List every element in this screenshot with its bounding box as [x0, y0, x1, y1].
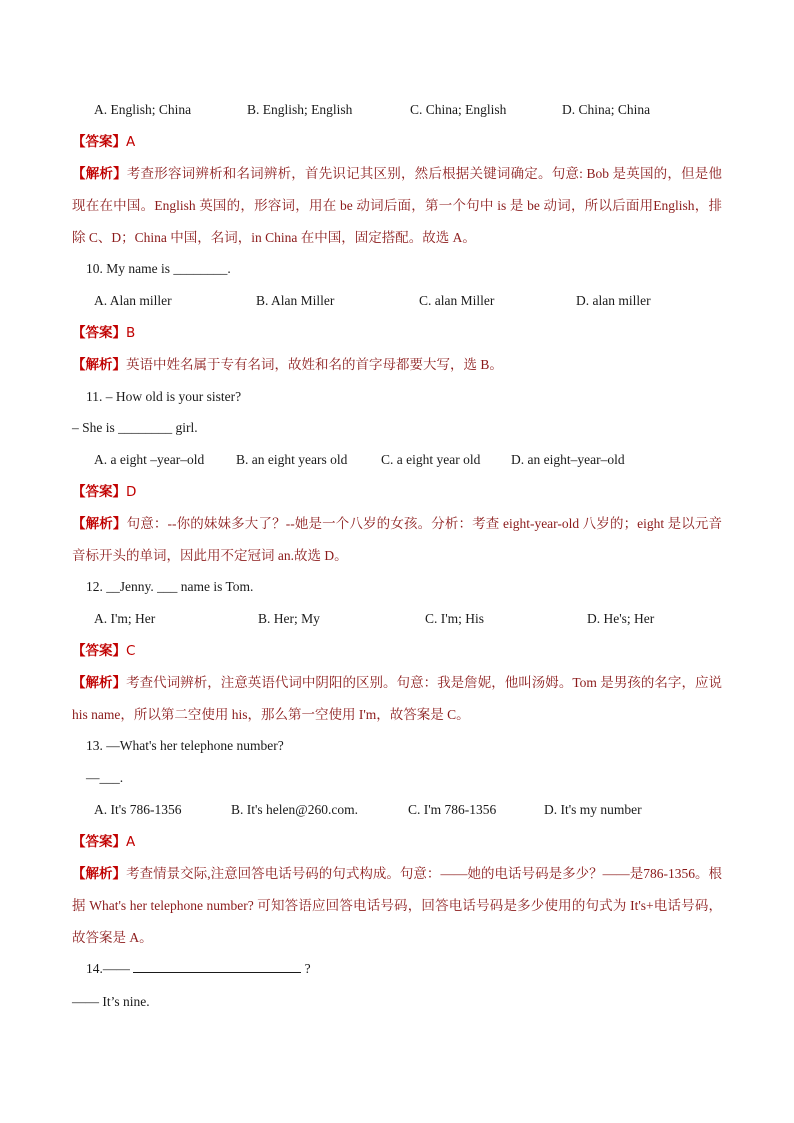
analysis-tag: 【解析】 — [72, 357, 126, 373]
q11-option-d: D. an eight–year–old — [511, 452, 625, 467]
q10-question: 10. My name is ________. — [86, 261, 231, 276]
q11-option-a: A. a eight –year–old — [94, 452, 205, 467]
analysis-text: 考查情景交际,注意回答电话号码的句式构成。句意：——她的电话号码是多少？——是786-1356。根据 What's her telephone number? 可知答语应回答电话号码，回答电话号码是多少使用的句式为 It's+电话号码，故答案是 A。 — [72, 866, 723, 945]
q9-analysis — [72, 158, 722, 254]
q13-option-d: D. It's my number — [544, 802, 642, 817]
q10-option-c: C. alan Miller — [419, 293, 495, 308]
answer-tag: 【答案】 — [72, 643, 126, 659]
analysis-text: 句意：--你的妹妹多大了？--她是一个八岁的女孩。分析：考查 eight-year-old 八岁的；eight 是以元音音标开头的单词，因此用不定冠词 an.故选 D。 — [72, 516, 723, 563]
answer-tag: 【答案】 — [72, 834, 126, 850]
q9-option-d: D. China; China — [562, 102, 651, 117]
q9-answer — [72, 133, 734, 151]
q9-option-b: B. English; English — [247, 102, 353, 117]
q9-options — [94, 101, 734, 119]
analysis-tag: 【解析】 — [72, 166, 127, 182]
analysis-text: 考查代词辨析，注意英语代词中阴阳的区别。句意：我是詹妮，他叫汤姆。Tom 是男孩的名字，应说 his name，所以第二空使用 his，那么第一空使用 I'm，故答案是 C。 — [72, 675, 722, 722]
answer-value: C — [126, 643, 136, 659]
q14-suffix: ? — [304, 961, 311, 976]
q13-analysis — [72, 858, 722, 954]
q10-option-d: D. alan miller — [576, 293, 651, 308]
q12-answer — [72, 642, 734, 660]
analysis-tag: 【解析】 — [72, 866, 127, 882]
q13-answer — [72, 833, 734, 851]
q13-option-b: B. It's helen@260.com. — [231, 802, 358, 817]
q9-option-c: C. China; English — [410, 102, 507, 117]
q10-options — [94, 292, 734, 310]
q10-analysis — [72, 349, 722, 381]
q12-question: 12. __Jenny. ___ name is Tom. — [86, 579, 254, 594]
q14-prefix: 14.—— — [86, 961, 130, 976]
q12-option-d: D. He's; Her — [587, 611, 655, 626]
answer-tag: 【答案】 — [72, 134, 126, 150]
answer-value: B — [126, 325, 136, 341]
q11-reply: – She is ________ girl. — [72, 420, 198, 435]
q10-option-b: B. Alan Miller — [256, 293, 335, 308]
q11-question: 11. – How old is your sister? — [86, 389, 242, 404]
q12-analysis — [72, 667, 722, 731]
q10-answer — [72, 324, 734, 342]
q11-option-b: B. an eight years old — [236, 452, 348, 467]
analysis-text: 英语中姓名属于专有名词，故姓和名的首字母都要大写，选 B。 — [126, 357, 503, 372]
answer-tag: 【答案】 — [72, 325, 126, 341]
q9-option-a: A. English; China — [94, 102, 192, 117]
q10-option-a: A. Alan miller — [94, 293, 172, 308]
answer-value: D — [126, 484, 137, 500]
analysis-tag: 【解析】 — [72, 516, 127, 532]
q12-option-b: B. Her; My — [258, 611, 320, 626]
answer-value: A — [126, 834, 136, 850]
q13-option-a: A. It's 786-1356 — [94, 802, 182, 817]
q12-option-a: A. I'm; Her — [94, 611, 156, 626]
q12-option-c: C. I'm; His — [425, 611, 485, 626]
q13-reply: —___. — [86, 770, 124, 785]
q12-options — [94, 610, 734, 628]
q14-blank — [133, 960, 301, 973]
answer-value: A — [126, 134, 136, 150]
q11-answer — [72, 483, 734, 501]
q11-option-c: C. a eight year old — [381, 452, 481, 467]
q13-options — [94, 801, 734, 819]
q11-analysis — [72, 508, 722, 572]
analysis-tag: 【解析】 — [72, 675, 127, 691]
q14-question — [86, 960, 734, 978]
q14-reply: —— It’s nine. — [72, 994, 150, 1009]
answer-tag: 【答案】 — [72, 484, 126, 500]
q13-option-c: C. I'm 786-1356 — [408, 802, 497, 817]
analysis-text: 考查形容词辨析和名词辨析，首先识记其区别，然后根据关键词确定。句意: Bob 是英国的，但是他现在在中国。English 英国的，形容词，用在 be 动词后面，第一个句中 is 是 be 动词，所以后面用English，排除 C、D；China 中国，名词，in China 在中国，固定搭配。故选 A。 — [72, 166, 722, 245]
q13-question: 13. —What's her telephone number? — [86, 738, 284, 753]
q11-options — [94, 451, 734, 469]
